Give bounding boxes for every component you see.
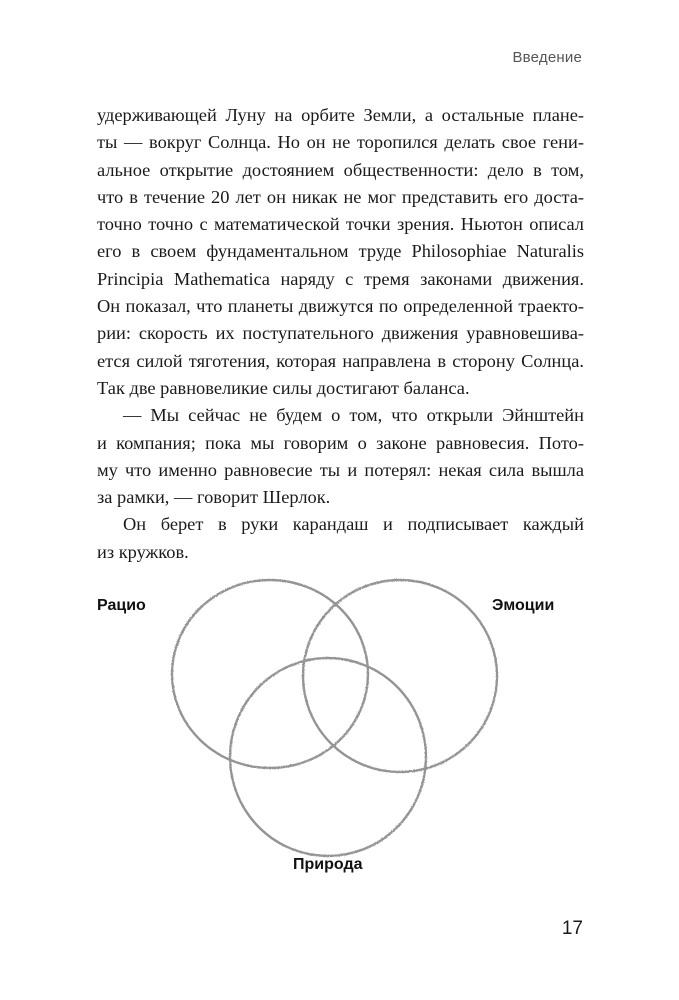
text-line: му что именно равновесие ты и потерял: некая сила вышла (97, 459, 584, 480)
text-line: удерживающей Луну на орбите Земли, а остальные плане- (97, 105, 584, 125)
text-line: ется силой тяготения, которая направлена в сторону Солнца. (97, 350, 584, 371)
text-line: ты — вокруг Солнца. Но он не торопился делать свое гени- (97, 132, 584, 153)
text-line: и компания; пока мы говорим о законе равновесия. Пото- (97, 432, 584, 453)
circle-ratio (172, 580, 368, 768)
text-line: альное открытие достоянием общественности: дело в том, (97, 159, 584, 180)
circle-nature (230, 658, 426, 856)
text-line: что в течение 20 лет он никак не мог представить его доста- (97, 186, 584, 207)
running-head-title: Введение (512, 49, 582, 66)
text-line: Так две равновеликие силы достигают баланса. (97, 377, 470, 398)
text-line: точно точно с математической точки зрения. Ньютон описал (97, 214, 584, 235)
text-line: Он показал, что планеты движутся по определенной траекто- (97, 296, 584, 317)
text-line: его в своем фундаментальном труде Philosophiae Naturalis (97, 241, 584, 262)
venn-diagram (0, 560, 679, 890)
label-nature: Природа (293, 856, 363, 873)
label-ratio: Рацио (97, 597, 146, 614)
text-line: рии: скорость их поступательного движения уравновешива- (97, 323, 584, 344)
text-line: из кружков. (97, 541, 189, 562)
text-line: за рамки, — говорит Шерлок. (97, 487, 331, 508)
text-line: Principia Mathematica наряду с тремя законами движения. (97, 268, 584, 289)
page-number: 17 (561, 918, 583, 939)
circle-emotions (303, 580, 497, 772)
label-emotions: Эмоции (492, 597, 555, 614)
text-line: Он берет в руки карандаш и подписывает каждый (123, 514, 584, 535)
body-text (97, 102, 584, 566)
text-line: — Мы сейчас не будем о том, что открыли Эйнштейн (123, 405, 584, 426)
